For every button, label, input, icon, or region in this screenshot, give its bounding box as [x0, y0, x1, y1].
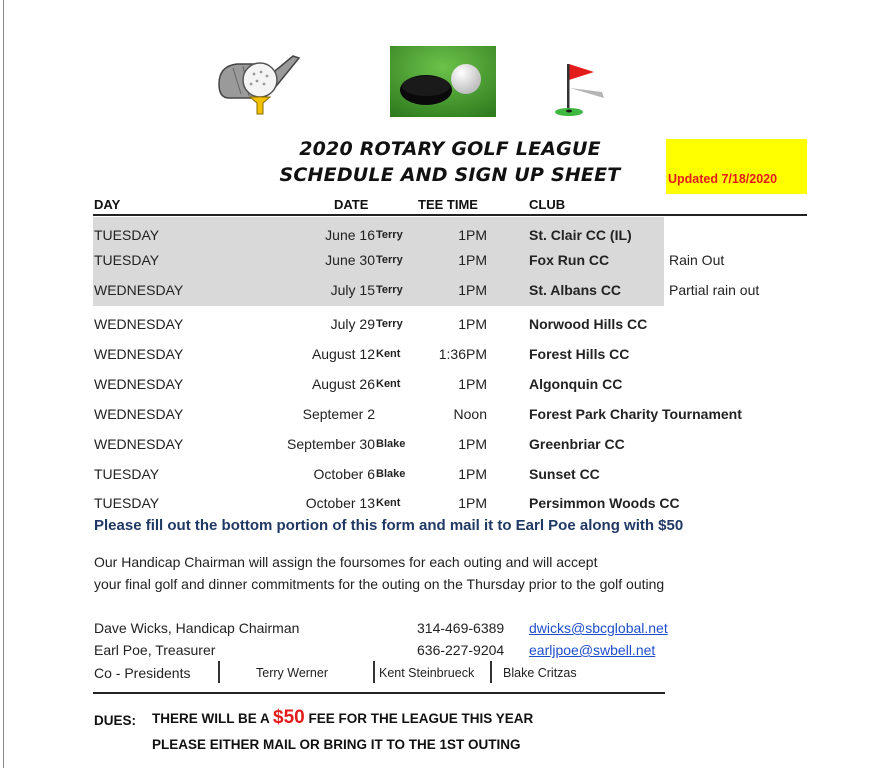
- row-club: Sunset CC: [529, 466, 600, 482]
- row-note: Rain Out: [669, 252, 725, 268]
- row-day: WEDNESDAY: [94, 376, 184, 392]
- table-row: [0, 252, 880, 274]
- table-row: [0, 436, 880, 458]
- row-date: Septemer 2: [302, 406, 375, 422]
- row-date: July 15: [330, 282, 375, 298]
- row-club: St. Albans CC: [529, 282, 622, 298]
- row-day: WEDNESDAY: [94, 346, 184, 362]
- contact-phone: 636-227-9204: [417, 642, 505, 658]
- row-club: Forest Park Charity Tournament: [529, 406, 742, 422]
- row-club: Fox Run CC: [529, 252, 610, 268]
- row-day: WEDNESDAY: [94, 282, 184, 298]
- handicap-paragraph-line1: Our Handicap Chairman will assign the foursomes for each outing and will accept: [94, 554, 598, 570]
- row-date: July 29: [330, 316, 375, 332]
- row-note: Partial rain out: [669, 282, 760, 298]
- contact-phone: 314-469-6389: [417, 620, 505, 636]
- bottom-rule: [93, 692, 665, 694]
- row-tee-time: 1:36PM: [438, 346, 487, 362]
- contact-email-link[interactable]: dwicks@sbcglobal.net: [529, 620, 668, 636]
- row-date: August 26: [311, 376, 375, 392]
- golf-club-ball-icon: [215, 54, 305, 116]
- contact-name: Earl Poe, Treasurer: [94, 642, 216, 658]
- contact-name: Dave Wicks, Handicap Chairman: [94, 620, 300, 636]
- row-day: TUESDAY: [94, 495, 160, 511]
- table-row: [0, 406, 880, 428]
- dues-line2: PLEASE EITHER MAIL OR BRING IT TO THE 1ST OUTING: [152, 737, 521, 752]
- row-day: WEDNESDAY: [94, 316, 184, 332]
- row-club: Norwood Hills CC: [529, 316, 648, 332]
- header-club: CLUB: [529, 197, 566, 212]
- table-row: [0, 227, 880, 249]
- header-rule: [93, 214, 807, 216]
- table-row: [0, 282, 880, 304]
- dues-line1-post: FEE FOR THE LEAGUE THIS YEAR: [308, 711, 534, 726]
- header-tee-time: TEE TIME: [418, 197, 478, 212]
- header-day: DAY: [94, 197, 121, 212]
- row-date: August 12: [311, 346, 375, 362]
- row-host: Kent: [376, 378, 401, 390]
- handicap-paragraph-line2: your final golf and dinner commitments for the outing on the Thursday prior to the golf outing: [94, 576, 665, 592]
- copresident-name: Kent Steinbrueck: [379, 666, 475, 680]
- row-tee-time: 1PM: [458, 376, 487, 392]
- table-row: [0, 346, 880, 368]
- row-tee-time: 1PM: [458, 316, 487, 332]
- divider: [490, 661, 492, 683]
- row-day: TUESDAY: [94, 252, 160, 268]
- page-title-line2: SCHEDULE AND SIGN UP SHEET: [279, 164, 621, 186]
- contact-email-link[interactable]: earljpoe@swbell.net: [529, 642, 656, 658]
- dues-amount: $50: [273, 707, 305, 728]
- table-row: [0, 466, 880, 488]
- dues-line1: [152, 707, 533, 729]
- row-date: October 13: [305, 495, 375, 511]
- row-host: Kent: [376, 497, 401, 509]
- dues-label: DUES:: [94, 713, 137, 728]
- divider: [218, 661, 220, 683]
- row-tee-time: 1PM: [458, 436, 487, 452]
- golf-ball-hole-photo: [390, 46, 496, 117]
- row-club: St. Clair CC (IL): [529, 227, 632, 243]
- row-tee-time: 1PM: [458, 252, 487, 268]
- row-date: October 6: [313, 466, 375, 482]
- row-tee-time: 1PM: [458, 282, 487, 298]
- row-day: WEDNESDAY: [94, 436, 184, 452]
- row-tee-time: Noon: [453, 406, 487, 422]
- row-tee-time: 1PM: [458, 495, 487, 511]
- fill-out-instruction: Please fill out the bottom portion of this form and mail it to Earl Poe along with $50: [94, 517, 684, 534]
- row-host: Terry: [376, 318, 403, 330]
- copresident-name: Blake Critzas: [503, 666, 577, 680]
- copresidents-label: Co - Presidents: [94, 665, 191, 681]
- table-row: [0, 376, 880, 398]
- row-tee-time: 1PM: [458, 227, 487, 243]
- table-row: [0, 316, 880, 338]
- row-host: Blake: [376, 468, 406, 480]
- copresident-name: Terry Werner: [256, 666, 329, 680]
- row-host: Terry: [376, 229, 403, 241]
- updated-label: Updated 7/18/2020: [668, 172, 778, 186]
- row-club: Persimmon Woods CC: [529, 495, 680, 511]
- row-date: June 30: [325, 252, 375, 268]
- divider: [373, 661, 375, 683]
- row-day: TUESDAY: [94, 466, 160, 482]
- golf-flag-icon: [552, 60, 612, 120]
- row-club: Forest Hills CC: [529, 346, 630, 362]
- row-date: June 16: [325, 227, 375, 243]
- row-host: Terry: [376, 254, 403, 266]
- row-host: Kent: [376, 348, 401, 360]
- row-day: WEDNESDAY: [94, 406, 184, 422]
- row-tee-time: 1PM: [458, 466, 487, 482]
- page-title-line1: 2020 ROTARY GOLF LEAGUE: [299, 138, 601, 160]
- row-day: TUESDAY: [94, 227, 160, 243]
- table-row: [0, 495, 880, 517]
- row-club: Algonquin CC: [529, 376, 623, 392]
- row-club: Greenbriar CC: [529, 436, 625, 452]
- row-host: Terry: [376, 284, 403, 296]
- header-date: DATE: [334, 197, 369, 212]
- row-host: Blake: [376, 438, 406, 450]
- dues-line1-pre: THERE WILL BE A: [152, 711, 270, 726]
- row-date: September 30: [287, 436, 375, 452]
